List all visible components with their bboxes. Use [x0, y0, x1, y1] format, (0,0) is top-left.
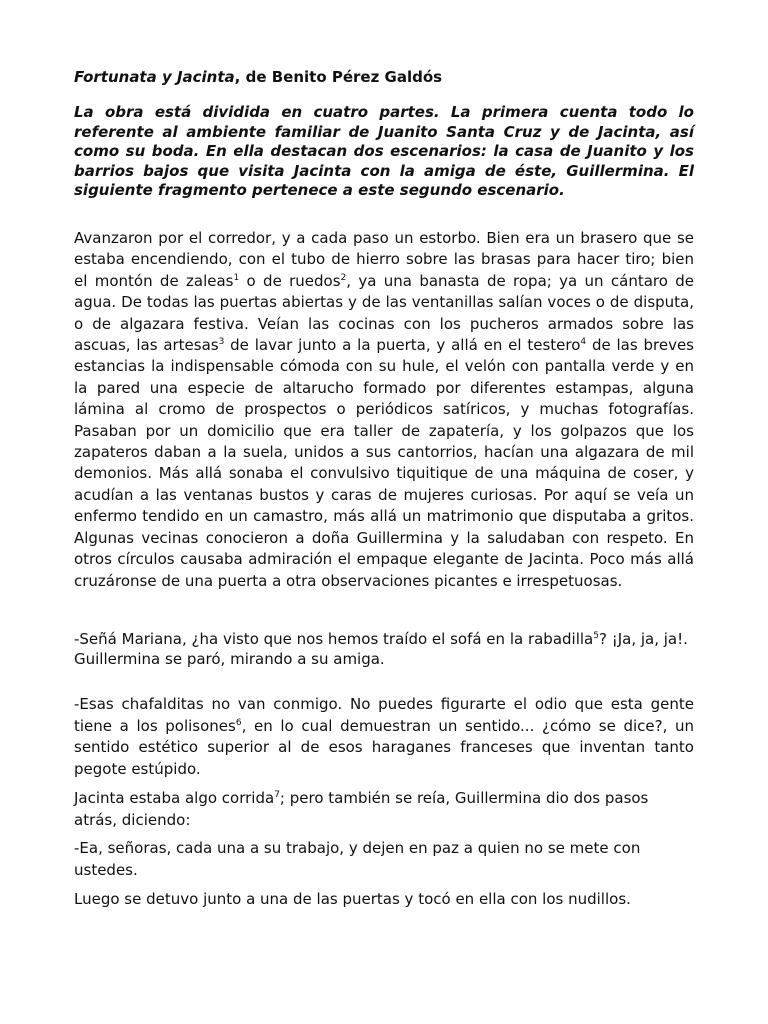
- author-attribution: , de Benito Pérez Galdós: [234, 68, 443, 86]
- intro-paragraph: La obra está dividida en cuatro partes. La primera cuenta todo lo referente al ambiente familiar de Juanito Santa Cruz y de Jacinta, así como su boda. En ella destacan dos escenarios: la casa de Juanito y los barrios bajos que visita Jacinta con la amiga de éste, Guillermina. El siguiente fragmento pertenece a este segundo escenario.: [74, 103, 694, 200]
- text-segment: de lavar junto a la puerta, y allá en el testero: [224, 336, 581, 355]
- footnote-marker: 1: [233, 272, 240, 283]
- text-segment: -Esas chafalditas no van conmigo. No puedes figurarte el odio que esta gente tiene a los polisones: [74, 695, 694, 735]
- footnote-marker: 2: [340, 272, 347, 283]
- text-segment: , en lo cual demuestran un sentido... ¿cómo se dice?, un sentido estético superior al de esos haraganes franceses que inventan tanto pegote estúpido.: [74, 716, 694, 778]
- text-segment: , ya una banasta de ropa; ya un cántaro de agua. De todas las puertas abiertas y de las ventanillas salían voces o de disputa, o de algazara festiva. Veían las cocinas con los pucheros armados sobre las ascuas, las artesas: [74, 271, 694, 355]
- text-segment: o de ruedos: [239, 271, 341, 290]
- footnote-marker: 5: [593, 631, 599, 641]
- dialogue-paragraph: -Ea, señoras, cada una a su trabajo, y dejen en paz a quien no se mete con ustedes.: [74, 839, 641, 879]
- text-segment: de las breves estancias la indispensable cómoda con su hule, el velón con pantalla verde y en la pared una especie de altarucho formado por diferentes estampas, alguna lámina al cromo de prospectos o periódicos satíricos, y muchas fotografías. Pasaban por un domicilio que era taller de zapatería, y los golpazos que los zapateros daban a la suela, unidos a sus cantorrios, hacían una algazara de mil demonios. Más allá sonaba el convulsivo tiquitique de una máquina de coser, y acudían a las ventanas bustos y caras de mujeres curiosas. Por aquí se veía un enfermo tendido en un camastro, más allá un matrimonio que disputaba a gritos. Algunas vecinas conocieron a doña Guillermina y la saludaban con respeto. En otros círculos causaba admiración el empaque elegante de Jacinta. Poco más allá cruzáronse de una puerta a otra observaciones picantes e irrespetuosas.: [74, 336, 694, 590]
- text-segment: Avanzaron por el corredor, y a cada paso un estorbo. Bien era un brasero que se estaba encendiendo, con el tubo de hierro sobre las brasas para hacer tiro; bien el montón de zaleas: [74, 229, 694, 290]
- footnote-marker: 7: [274, 790, 280, 800]
- narration-line: Guillermina se paró, mirando a su amiga.: [74, 650, 385, 668]
- text-segment: ? ¡Ja, ja, ja!.: [598, 630, 688, 648]
- dialogue-paragraph: [74, 694, 694, 780]
- text-segment: ; pero también se reía, Guillermina dio dos pasos atrás, diciendo:: [74, 789, 649, 829]
- footnote-marker: 3: [218, 337, 225, 348]
- narration-paragraph: Luego se detuvo junto a una de las puertas y tocó en ella con los nudillos.: [74, 890, 631, 908]
- footnote-marker: 6: [235, 717, 242, 728]
- text-segment: -Señá Mariana, ¿ha visto que nos hemos traído el sofá en la rabadilla: [74, 630, 594, 648]
- text-segment: Jacinta estaba algo corrida: [74, 789, 275, 807]
- main-paragraph: [74, 228, 694, 592]
- document-title: [74, 67, 694, 89]
- work-title: Fortunata y Jacinta: [74, 68, 235, 86]
- footnote-marker: 4: [580, 337, 587, 348]
- dialogue-paragraph: [74, 629, 694, 669]
- narration-paragraph: [74, 788, 694, 831]
